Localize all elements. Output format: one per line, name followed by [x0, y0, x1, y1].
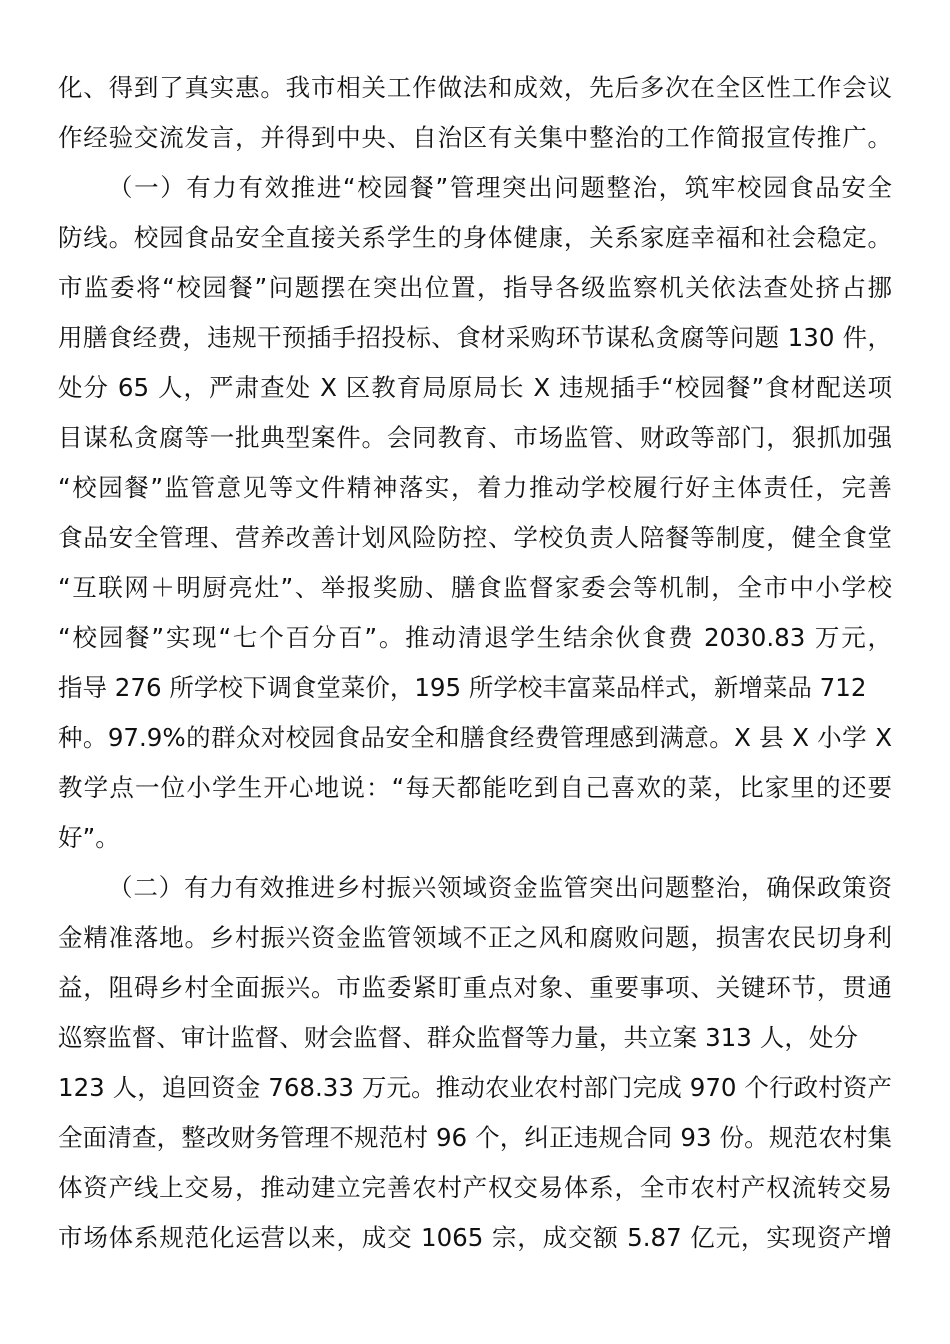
text-line: 食品安全管理、营养改善计划风险防控、学校负责人陪餐等制度，健全食堂: [58, 523, 892, 552]
text-line: 巡察监督、审计监督、财会监督、群众监督等力量，共立案 313 人，处分: [58, 1023, 858, 1052]
text-line: 金精准落地。乡村振兴资金监管领域不正之风和腐败问题，损害农民切身利: [58, 923, 892, 952]
text-line: 体资产线上交易，推动建立完善农村产权交易体系，全市农村产权流转交易: [58, 1173, 892, 1202]
text-line: “校园餐”实现“七个百分百”。推动清退学生结余伙食费 2030.83 万元，: [58, 623, 892, 652]
text-line: 市场体系规范化运营以来，成交 1065 宗，成交额 5.87 亿元，实现资产增: [58, 1223, 892, 1252]
text-line: “互联网＋明厨亮灶”、举报奖励、膳食监督家委会等机制，全市中小学校: [58, 573, 892, 602]
text-line: 种。97.9%的群众对校园食品安全和膳食经费管理感到满意。X 县 X 小学 X: [58, 723, 892, 752]
text-line: 教学点一位小学生开心地说：“每天都能吃到自己喜欢的菜，比家里的还要: [58, 773, 892, 802]
section-heading-1: （一）有力有效推进“校园餐”管理突出问题整治，筑牢校园食品安全: [108, 173, 892, 202]
section-heading-2: （二）有力有效推进乡村振兴领域资金监管突出问题整治，确保政策资: [108, 873, 892, 902]
text-line: 防线。校园食品安全直接关系学生的身体健康，关系家庭幸福和社会稳定。: [58, 223, 892, 252]
text-line: “校园餐”监管意见等文件精神落实，着力推动学校履行好主体责任，完善: [58, 473, 892, 502]
text-line: 用膳食经费，违规干预插手招投标、食材采购环节谋私贪腐等问题 130 件，: [58, 323, 892, 352]
text-line: 处分 65 人，严肃查处 X 区教育局原局长 X 违规插手“校园餐”食材配送项: [58, 373, 892, 402]
text-line: 市监委将“校园餐”问题摆在突出位置，指导各级监察机关依法查处挤占挪: [58, 273, 892, 302]
text-line: 好”。: [58, 823, 120, 852]
text-line: 益，阻碍乡村全面振兴。市监委紧盯重点对象、重要事项、关键环节，贯通: [58, 973, 892, 1002]
text-line: 化、得到了真实惠。我市相关工作做法和成效，先后多次在全区性工作会议: [58, 73, 892, 102]
text-line: 目谋私贪腐等一批典型案件。会同教育、市场监管、财政等部门，狠抓加强: [58, 423, 892, 452]
text-line: 作经验交流发言，并得到中央、自治区有关集中整治的工作简报宣传推广。: [58, 123, 892, 152]
text-line: 123 人，追回资金 768.33 万元。推动农业农村部门完成 970 个行政村资产: [58, 1073, 892, 1102]
text-line: 指导 276 所学校下调食堂菜价，195 所学校丰富菜品样式，新增菜品 712: [58, 673, 867, 702]
text-line: 全面清查，整改财务管理不规范村 96 个，纠正违规合同 93 份。规范农村集: [58, 1123, 892, 1152]
